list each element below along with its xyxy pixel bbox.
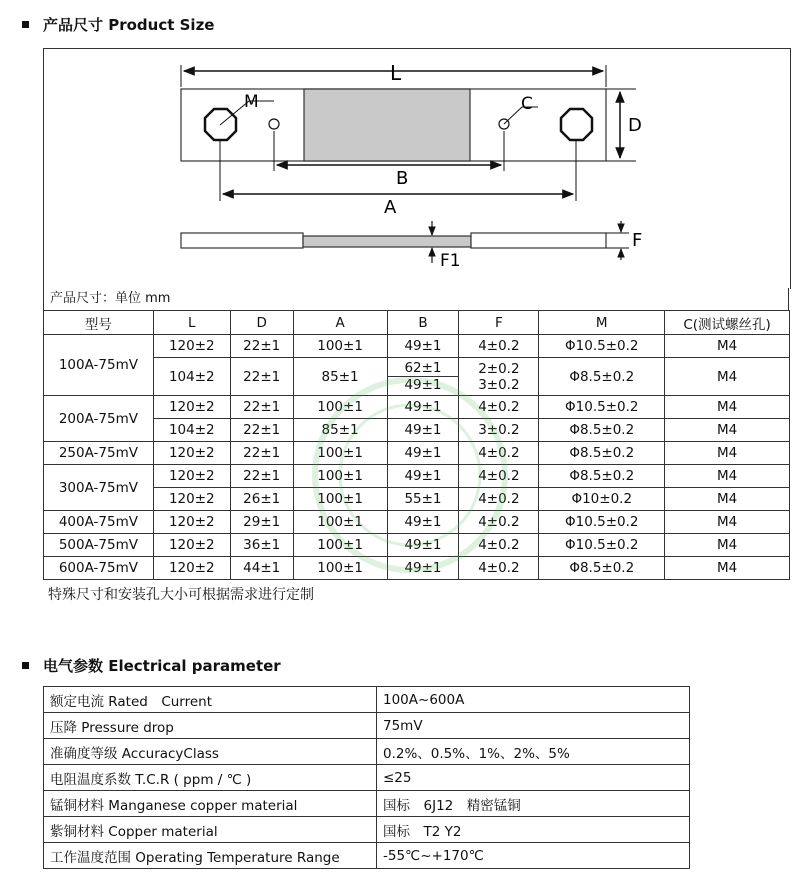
dimension-diagram — [43, 48, 791, 289]
cell-M: Φ10.5±0.2 — [539, 511, 665, 534]
table-row — [44, 687, 690, 713]
electrical-parameter-table — [43, 686, 690, 869]
table-row — [44, 739, 690, 765]
cell-C: M4 — [665, 557, 790, 580]
bullet-square-icon — [22, 662, 29, 669]
cell-L: 120±2 — [153, 557, 230, 580]
cell-M: Φ10±0.2 — [539, 488, 665, 511]
cell-F: 4±0.2 — [459, 465, 539, 488]
table-row — [44, 843, 690, 869]
cell-F-lower: 3±0.2 — [478, 376, 520, 393]
cell-D: 22±1 — [230, 396, 293, 419]
label-C: C — [521, 94, 533, 114]
section-title-text: 电气参数 Electrical parameter — [43, 657, 281, 675]
table-row — [44, 358, 790, 396]
cell-D: 22±1 — [230, 442, 293, 465]
table-row — [44, 442, 790, 465]
cell-F: 4±0.2 — [459, 511, 539, 534]
table-row — [44, 817, 690, 843]
table-row — [44, 465, 790, 488]
model-cell: 300A-75mV — [44, 465, 154, 511]
header-L: L — [153, 311, 230, 335]
bullet-square-icon — [22, 21, 29, 28]
param-name: 额定电流 Rated Current — [44, 687, 377, 713]
cell-D: 36±1 — [230, 534, 293, 557]
cell-A: 100±1 — [293, 534, 387, 557]
cell-C: M4 — [665, 335, 790, 358]
cell-B-split — [387, 358, 459, 396]
param-value: 0.2%、0.5%、1%、2%、5% — [377, 739, 690, 765]
shunt-drawing — [44, 49, 790, 289]
cell-B: 49±1 — [387, 442, 459, 465]
header-A: A — [293, 311, 387, 335]
cell-M: Φ10.5±0.2 — [539, 534, 665, 557]
cell-C: M4 — [665, 488, 790, 511]
cell-F: 3±0.2 — [459, 419, 539, 442]
cell-C: M4 — [665, 534, 790, 557]
param-value: 国标 T2 Y2 — [377, 817, 690, 843]
cell-B: 49±1 — [387, 335, 459, 358]
param-value: 100A~600A — [377, 687, 690, 713]
label-D: D — [628, 115, 642, 136]
param-name: 锰铜材料 Manganese copper material — [44, 791, 377, 817]
cell-F-upper: 2±0.2 — [478, 360, 520, 377]
table-row — [44, 488, 790, 511]
section-title-product-size — [22, 14, 214, 35]
cell-B: 49±1 — [387, 396, 459, 419]
cell-C: M4 — [665, 396, 790, 419]
cell-D: 26±1 — [230, 488, 293, 511]
label-L: L — [390, 61, 402, 85]
label-M: M — [244, 92, 259, 112]
cell-D: 29±1 — [230, 511, 293, 534]
cell-C: M4 — [665, 465, 790, 488]
cell-C: M4 — [665, 419, 790, 442]
product-size-table — [43, 310, 790, 580]
header-B: B — [387, 311, 459, 335]
header-F: F — [459, 311, 539, 335]
param-value: ≤25 — [377, 765, 690, 791]
cell-D: 22±1 — [230, 335, 293, 358]
model-cell: 600A-75mV — [44, 557, 154, 580]
cell-B: 49±1 — [387, 465, 459, 488]
cell-L: 120±2 — [153, 534, 230, 557]
cell-A: 100±1 — [293, 442, 387, 465]
table-header-row — [44, 311, 790, 335]
cell-B: 49±1 — [387, 511, 459, 534]
cell-L: 120±2 — [153, 511, 230, 534]
cell-L: 120±2 — [153, 442, 230, 465]
header-model: 型号 — [44, 311, 154, 335]
cell-M: Φ10.5±0.2 — [539, 396, 665, 419]
cell-D: 22±1 — [230, 419, 293, 442]
cell-M: Φ8.5±0.2 — [539, 442, 665, 465]
table-row — [44, 335, 790, 358]
cell-B: 55±1 — [387, 488, 459, 511]
cell-A: 100±1 — [293, 335, 387, 358]
cell-C: M4 — [665, 442, 790, 465]
cell-L: 120±2 — [153, 335, 230, 358]
custom-size-note: 特殊尺寸和安装孔大小可根据需求进行定制 — [48, 587, 314, 603]
label-F: F — [632, 230, 643, 251]
cell-M: Φ10.5±0.2 — [539, 335, 665, 358]
cell-M: Φ8.5±0.2 — [539, 419, 665, 442]
cell-B: 49±1 — [387, 534, 459, 557]
table-row — [44, 511, 790, 534]
param-name: 紫铜材料 Copper material — [44, 817, 377, 843]
cell-A: 100±1 — [293, 557, 387, 580]
param-name: 压降 Pressure drop — [44, 713, 377, 739]
cell-D: 22±1 — [230, 358, 293, 396]
cell-M: Φ8.5±0.2 — [539, 465, 665, 488]
cell-A: 100±1 — [293, 488, 387, 511]
model-cell: 100A-75mV — [44, 335, 154, 396]
cell-A: 100±1 — [293, 465, 387, 488]
cell-A: 85±1 — [293, 419, 387, 442]
cell-L: 104±2 — [153, 419, 230, 442]
param-value: 75mV — [377, 713, 690, 739]
cell-B-lower: 49±1 — [404, 377, 442, 393]
header-C: C(测试螺丝孔) — [665, 311, 790, 335]
cell-B: 49±1 — [387, 419, 459, 442]
cell-F-split — [459, 358, 539, 396]
cell-D: 44±1 — [230, 557, 293, 580]
table-row — [44, 534, 790, 557]
param-value: 国标 6J12 精密锰铜 — [377, 791, 690, 817]
cell-F: 4±0.2 — [459, 557, 539, 580]
table-row — [44, 765, 690, 791]
header-D: D — [230, 311, 293, 335]
cell-L: 120±2 — [153, 488, 230, 511]
cell-L: 120±2 — [153, 465, 230, 488]
param-name: 电阻温度系数 T.C.R ( ppm / ℃ ) — [44, 765, 377, 791]
model-cell: 250A-75mV — [44, 442, 154, 465]
cell-A: 100±1 — [293, 511, 387, 534]
cell-M: Φ8.5±0.2 — [539, 557, 665, 580]
section-title-electrical — [22, 655, 281, 676]
table-row — [44, 396, 790, 419]
header-M: M — [539, 311, 665, 335]
table-row — [44, 713, 690, 739]
cell-C: M4 — [665, 358, 790, 396]
cell-A: 100±1 — [293, 396, 387, 419]
cell-F: 4±0.2 — [459, 488, 539, 511]
model-cell: 400A-75mV — [44, 511, 154, 534]
cell-F: 4±0.2 — [459, 335, 539, 358]
model-cell: 200A-75mV — [44, 396, 154, 442]
cell-A: 85±1 — [293, 358, 387, 396]
param-name: 工作温度范围 Operating Temperature Range — [44, 843, 377, 869]
table-row — [44, 419, 790, 442]
label-A: A — [384, 197, 397, 218]
unit-note: 产品尺寸：单位 mm — [43, 288, 789, 310]
cell-F: 4±0.2 — [459, 396, 539, 419]
cell-C: M4 — [665, 511, 790, 534]
model-cell: 500A-75mV — [44, 534, 154, 557]
cell-L: 120±2 — [153, 396, 230, 419]
cell-M: Φ8.5±0.2 — [539, 358, 665, 396]
cell-F: 4±0.2 — [459, 534, 539, 557]
cell-B: 49±1 — [387, 557, 459, 580]
param-value: -55℃~+170℃ — [377, 843, 690, 869]
label-F1: F1 — [440, 251, 461, 271]
cell-F: 4±0.2 — [459, 442, 539, 465]
cell-L: 104±2 — [153, 358, 230, 396]
label-B: B — [396, 168, 409, 189]
section-title-text: 产品尺寸 Product Size — [43, 16, 215, 34]
cell-D: 22±1 — [230, 465, 293, 488]
cell-B-upper: 62±1 — [388, 360, 459, 377]
param-name: 准确度等级 AccuracyClass — [44, 739, 377, 765]
table-row — [44, 557, 790, 580]
table-row — [44, 791, 690, 817]
